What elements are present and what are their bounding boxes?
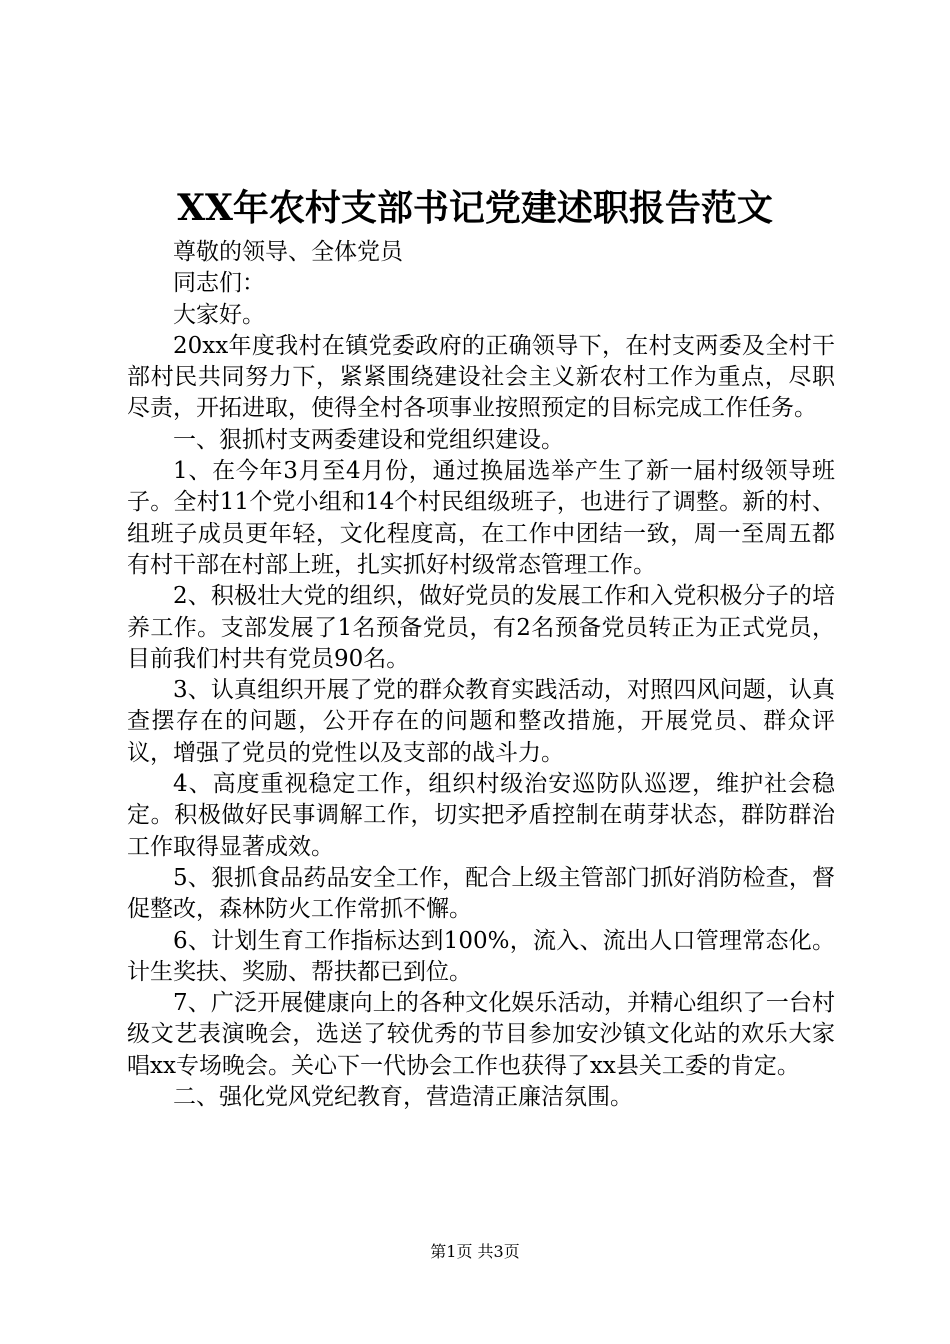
page-number-footer: 第1页 共3页 — [430, 1242, 520, 1261]
paragraph-item-6: 6、计划生育工作指标达到100%，流入、流出人口管理常态化。计生奖扶、奖励、帮扶都已到位。 — [127, 927, 835, 985]
section-heading-2: 二、强化党风党纪教育，营造清正廉洁氛围。 — [173, 1084, 633, 1111]
paragraph-salutation: 尊敬的领导、全体党员 — [173, 239, 403, 265]
paragraph-item-3: 3、认真组织开展了党的群众教育实践活动，对照四风问题，认真查摆存在的问题，公开存在的问题和整改措施，开展党员、群众评议，增强了党员的党性以及支部的战斗力。 — [127, 677, 835, 766]
section-heading-1: 一、狠抓村支两委建设和党组织建设。 — [173, 426, 564, 453]
paragraph-intro: 20xx年度我村在镇党委政府的正确领导下，在村支两委及全村干部村民共同努力下，紧紧围绕建设社会主义新农村工作为重点，尽职尽责，开拓进取，使得全村各项事业按照预定的目标完成工作任务。 — [127, 332, 835, 422]
document-body — [127, 237, 835, 1113]
paragraph-item-7: 7、广泛开展健康向上的各种文化娱乐活动，并精心组织了一台村级文艺表演晚会，选送了较优秀的节目参加安沙镇文化站的欢乐大家唱xx专场晚会。关心下一代协会工作也获得了xx县关工委的肯定。 — [127, 990, 835, 1079]
paragraph-item-5: 5、狠抓食品药品安全工作，配合上级主管部门抓好消防检查，督促整改，森林防火工作常抓不懈。 — [127, 864, 835, 923]
paragraph-item-2: 2、积极壮大党的组织，做好党员的发展工作和入党积极分子的培养工作。支部发展了1名预备党员，有2名预备党员转正为正式党员，目前我们村共有党员90名。 — [127, 583, 835, 672]
paragraph-comrades: 同志们： — [173, 270, 265, 297]
paragraph-item-1: 1、在今年3月至4月份，通过换届选举产生了新一届村级领导班子。全村11个党小组和14个村民组级班子，也进行了调整。新的村、组班子成员更年轻，文化程度高，在工作中团结一致，周一至周五都有村干部在村部上班，扎实抓好村级常态管理工作。 — [127, 458, 835, 578]
document-title: XX年农村支部书记党建述职报告范文 — [177, 187, 773, 229]
paragraph-greeting: 大家好。 — [173, 301, 265, 328]
paragraph-item-4: 4、高度重视稳定工作，组织村级治安巡防队巡逻，维护社会稳定。积极做好民事调解工作，切实把矛盾控制在萌芽状态，群防群治工作取得显著成效。 — [127, 771, 835, 860]
